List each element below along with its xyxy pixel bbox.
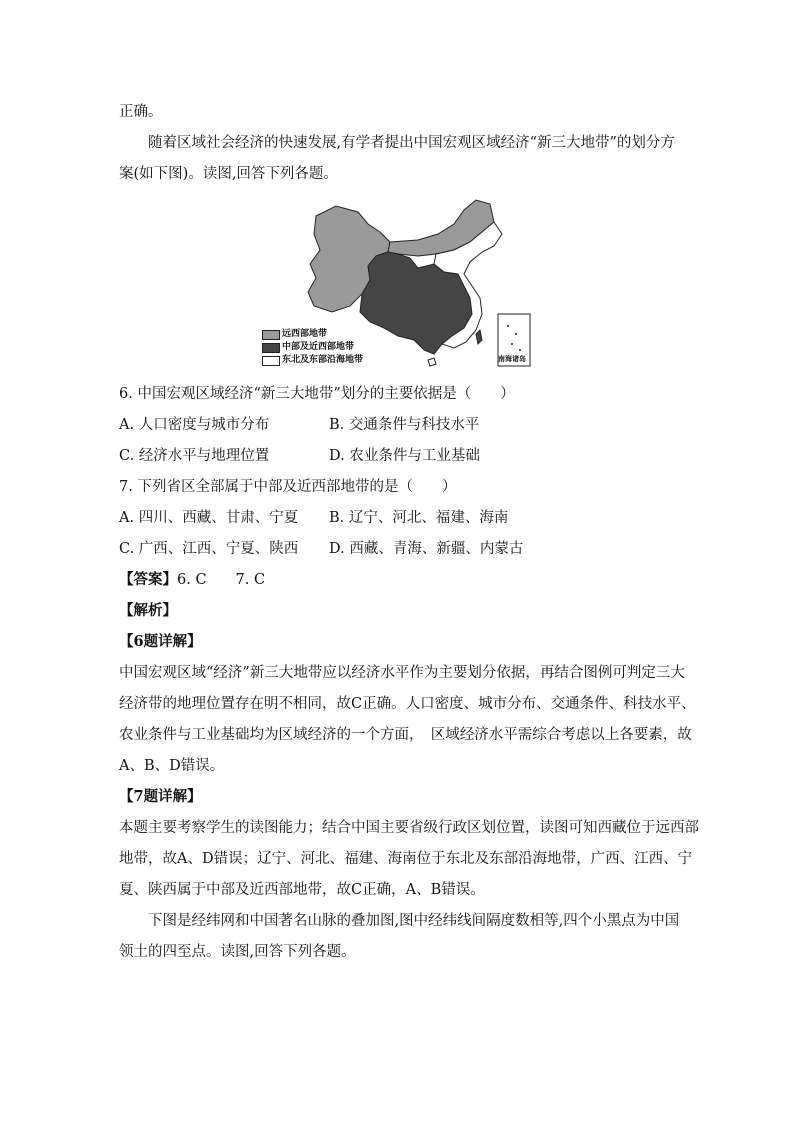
q6-stem: 6. 中国宏观区域经济“新三大地带”划分的主要依据是（ ）	[119, 386, 515, 402]
legend-east: 东北及东部沿海地带	[282, 355, 364, 365]
q6-option-c: C. 经济水平与地理位置	[119, 448, 270, 464]
answer-label: 【答案】	[119, 571, 177, 588]
q6-detail-line-4: A、B、D错误。	[119, 758, 225, 774]
q7-detail-line-1: 本题主要考察学生的读图能力；结合中国主要省级行政区划位置，读图可知西藏位于远西部	[119, 820, 699, 836]
legend-swatch-central	[262, 343, 280, 353]
intro-line-2: 案(如下图)。读图,回答下列各题。	[119, 166, 338, 182]
q7-detail-line-2: 地带，故A、D错误；辽宁、河北、福建、海南位于东北及东部沿海地带，广西、江西、宁	[119, 851, 693, 867]
q6-option-b: B. 交通条件与科技水平	[329, 417, 480, 433]
q7-option-b: B. 辽宁、河北、福建、海南	[329, 510, 509, 526]
next-intro-line-1: 下图是经纬网和中国著名山脉的叠加图,图中经纬线间隔度数相等,四个小黑点为中国	[148, 913, 680, 929]
taiwan-island	[476, 330, 482, 344]
answer-text: 6. C 7. C	[177, 572, 266, 588]
q6-detail-line-2: 经济带的地理位置存在明不相同，故C正确。人口密度、城市分布、交通条件、科技水平、	[119, 696, 696, 712]
q7-stem: 7. 下列省区全部属于中部及近西部地带的是（ ）	[119, 479, 457, 495]
legend-swatch-east	[262, 356, 280, 366]
q6-detail-line-3: 农业条件与工业基础均为区域经济的一个方面， 区域经济水平需综合考虑以上各要素，故	[119, 727, 692, 743]
line-zhengque: 正确。	[119, 104, 163, 120]
inset-label: 南海诸岛	[498, 355, 526, 363]
q7-detail-line-3: 夏、陕西属于中部及近西部地带，故C正确，A、B错误。	[119, 882, 485, 898]
answer-line	[119, 570, 265, 590]
q6-option-d: D. 农业条件与工业基础	[329, 448, 480, 464]
q7-detail-label: 【7题详解】	[119, 788, 202, 805]
q6-detail-line-1: 中国宏观区域“经济”新三大地带应以经济水平作为主要划分依据，再结合图例可判定三大	[119, 665, 685, 681]
legend-far-west: 远西部地带	[282, 329, 328, 339]
legend-central: 中部及近西部地带	[282, 342, 355, 352]
q6-option-a: A. 人口密度与城市分布	[119, 417, 270, 433]
q6-detail-label: 【6题详解】	[119, 633, 202, 650]
q7-option-d: D. 西藏、青海、新疆、内蒙古	[329, 541, 524, 557]
q7-option-c: C. 广西、江西、宁夏、陕西	[119, 541, 299, 557]
china-economic-zones-map	[258, 194, 534, 370]
hainan-island	[428, 358, 436, 366]
analysis-label: 【解析】	[119, 602, 177, 619]
next-intro-line-2: 领土的四至点。读图,回答下列各题。	[119, 944, 356, 960]
intro-line-1: 随着区域社会经济的快速发展,有学者提出中国宏观区域经济“新三大地带”的划分方	[148, 135, 675, 151]
q7-option-a: A. 四川、西藏、甘肃、宁夏	[119, 510, 299, 526]
legend-swatch-far-west	[262, 330, 280, 340]
